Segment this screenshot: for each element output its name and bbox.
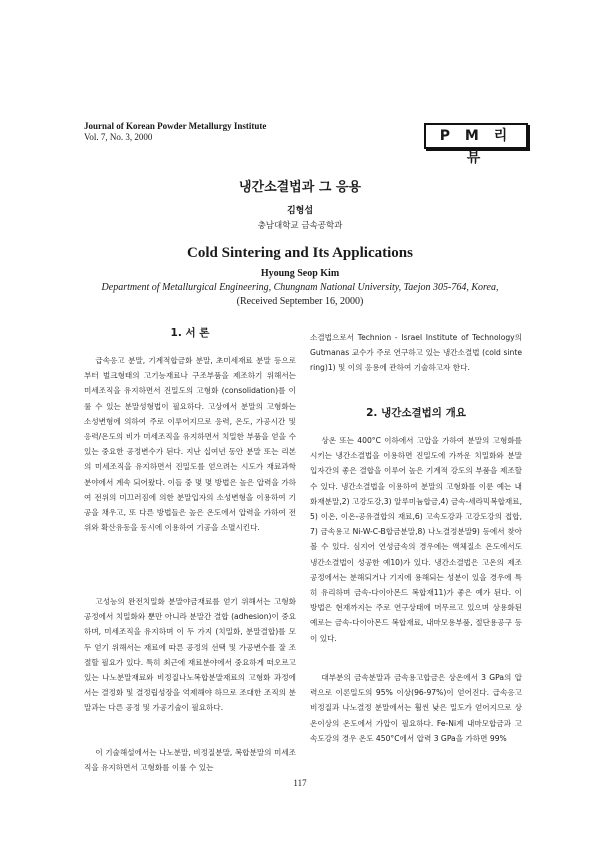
right-column-intro: 소결법으로서 Technion - Israel Institute of Technology의 Gutmanas 교수가 주로 연구하고 있는 냉간소결법 (cold sintering)1) 및 이의 응용에 관하여 기술하고자 한다.: [310, 333, 522, 373]
author-korean: 김형섭: [286, 206, 314, 216]
section1-paragraph-3: 이 기술해설에서는 나노분말, 비정질분말, 복합분말의 미세조직을 유지하면서 고형화를 이룰 수 있는: [84, 748, 296, 773]
department-english: Department of Metallurgical Engineering, Chungnam National University, Taejon 305-764, Korea,: [101, 282, 499, 293]
page-number: 117: [293, 778, 307, 788]
affiliation-korean: 충남대학교 금속공학과: [257, 221, 343, 231]
section1-heading: 1. 서 론: [170, 327, 210, 339]
journal-volume: Vol. 7, No. 3, 2000: [84, 132, 153, 142]
title-korean: 냉간소결법과 그 응용: [238, 180, 362, 195]
section1-paragraph-1: 급속응고 분말, 기계적합금화 분말, 초미세재료 분말 등으로부터 벌크형태의 고기능재료나 구조부품을 제조하기 위해서는 미세조직을 유지하면서 진밀도의 고형화 (consolidation)를 이룰 수 있는 분말성형법이 필요하다. 고상에서 분말의 고형화는 소성변형에 의하여 주로 이루어지므로 응력, 온도, 가공시간 및 응력/온도의 비가 미세조직을 유지하면서 치밀한 부품을 얻을 수 있는 중요한 공정변수가 된다. 지난 십여년 동안 분말 또는 리본의 미세조직을 유지하면서 진밀도를 얻으려는 시도가 재료과학 분야에서 계속 되어왔다. 이들 중 몇 몇 방법은 높은 압력을 가하여 전위의 미끄러짐에 의한 분말입자의 소성변형을 이용하여 기공을 채우고, 또 다른 방법들은 높은 온도에서 압력을 가하여 전위와 확산유동을 동시에 이용하여 기공을 소멸시킨다.: [84, 356, 296, 533]
author-english: Hyoung Seop Kim: [260, 268, 340, 279]
journal-info: [84, 121, 266, 143]
section2-heading: 2. 냉간소결법의 개요: [366, 407, 466, 419]
section2-paragraph-2: 대부분의 금속분말과 금속용고합금은 상온에서 3 GPa의 압력으로 이론밀도의 95% 이상(96-97%)이 얻어진다. 급속응고 비정질과 나노결정 분말에서는 훨씬 낮은 밀도가 얻어지므로 상온이상의 온도에서 가압이 필요하다. Fe-Ni계 내마모합금과 고속도강의 경우 온도 450°C에서 압력 3 GPa을 가하면 99%: [310, 673, 522, 743]
section2-paragraph-1: 상온 또는 400°C 이하에서 고압을 가하여 분말의 고형화를 시키는 냉간소결법을 이용하면 진밀도에 가까운 치밀화와 분말입자간의 좋은 결합을 이루어 높은 기계적 강도의 부품을 제조할 수 있다. 냉간소결법을 이용하여 분말의 고형화를 이룬 예는 내화재분말,2) 고강도강,3) 알루미늄합금,4) 금속-세라믹복합재료,5) 이온, 이온-공유결합의 재료,6) 고속도강과 고강도강의 접합,7) 금속용고 Ni-W-C-B합금분말,8) 나노결정분말9) 등에서 찾아볼 수 있다. 심지어 연성금속의 경우에는 액체질소 온도에서도 냉간소결법이 성공한 예10)가 있다. 냉간소결법은 고온의 제조공정에서는 분해되거나 기지에 용해되는 성분이 있을 경우에 특히 유리하며 금속-다이아몬드 복합재11)가 좋은 예가 된다. 이 방법은 현재까지는 주로 연구상태에 머무르고 있으며 상용화된 예로는 금속-다이아몬드 복합재료, 내마모용부품, 절단용공구 등이 있다.: [310, 436, 522, 643]
title-english: Cold Sintering and Its Applications: [187, 245, 413, 261]
received-date: (Received September 16, 2000): [236, 296, 364, 307]
journal-name: Journal of Korean Powder Metallurgy Institute: [84, 121, 267, 131]
section1-paragraph-2: 고성능의 완전치밀화 분말야금재료를 얻기 위해서는 고형화공정에서 치밀화와 뿐만 아니라 분말간 결합 (adhesion)이 중요하며, 미세조직을 유지하며 이 두 가지 (치밀화, 분말결합)를 모두 얻기 위해서는 재료에 따른 공정의 선택 및 가공변수를 잘 조절할 필요가 있다. 특히 최근에 재료분야에서 중요하게 떠오르고 있는 나노분말재료와 비정질나노복합분말재료의 고형화 과정에서는 결정화 및 결정립성장을 억제해야 하므로 조대한 조직의 분말과는 다른 공정 및 가공기술이 필요하다.: [84, 597, 296, 713]
review-label-box: P M 리 뷰: [424, 123, 528, 149]
